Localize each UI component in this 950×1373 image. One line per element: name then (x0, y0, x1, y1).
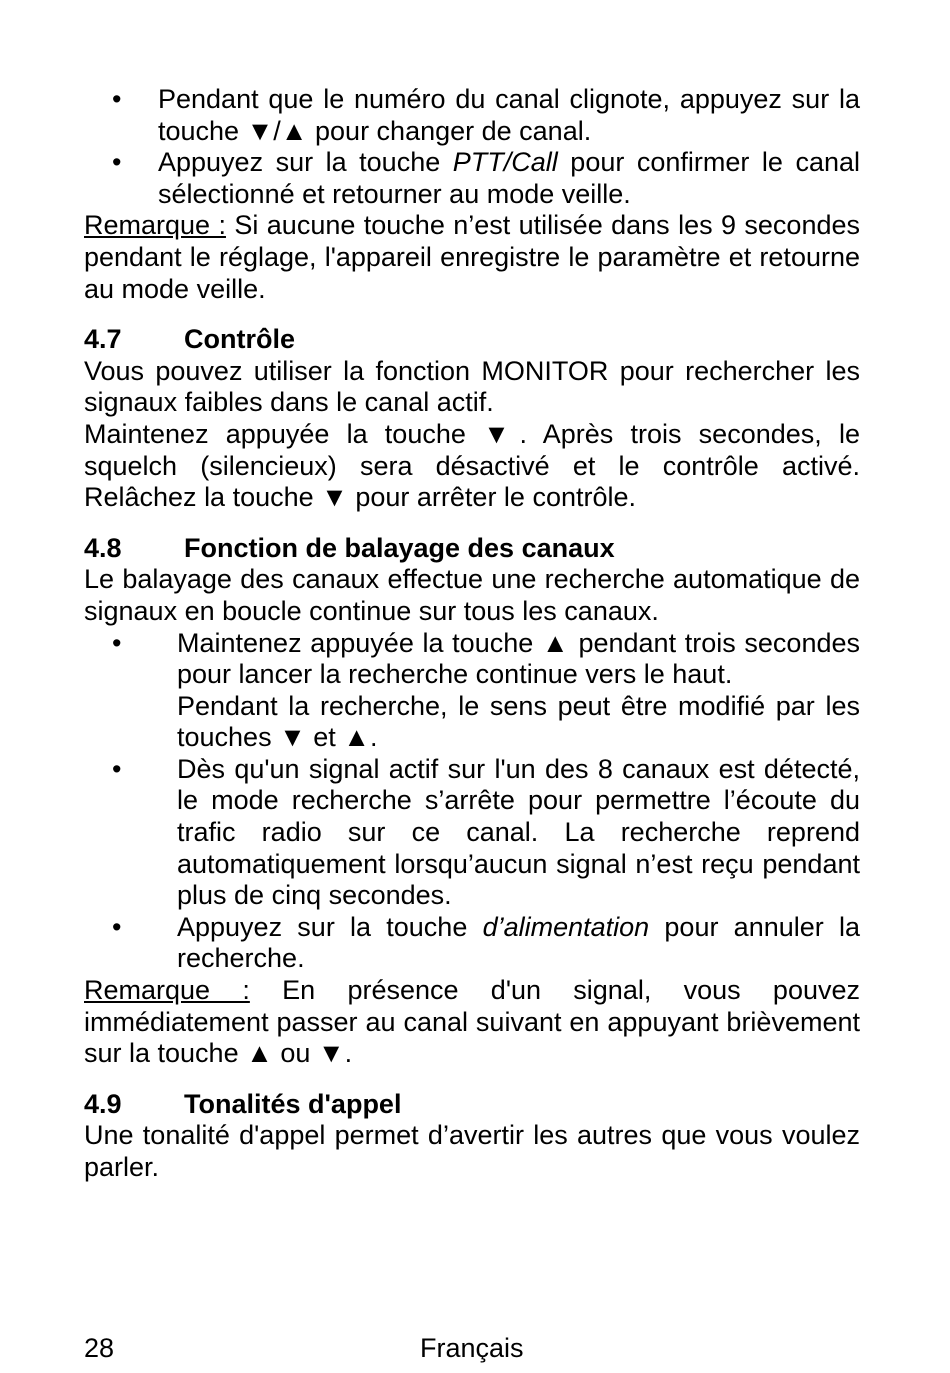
note-paragraph (84, 210, 860, 305)
bullet-dot: • (112, 147, 122, 178)
section-4-7 (84, 324, 860, 514)
bullet-dot: • (112, 84, 122, 114)
section-title: Tonalités d'appel (184, 1088, 402, 1119)
section-heading (84, 533, 860, 565)
paragraph: Vous pouvez utiliser la fonction MONITOR pour rechercher les signaux faibles dans le canal actif. (84, 355, 860, 418)
bullet-dot: • (112, 911, 122, 942)
page-number: 28 (84, 1333, 115, 1363)
note-label: Remarque : (84, 210, 226, 241)
footer-language: Français (420, 1333, 524, 1363)
section-heading (84, 1089, 860, 1121)
paragraph: Le balayage des canaux effectue une recherche automatique de signaux en boucle continue sur tous les canaux. (84, 564, 860, 626)
bullet-item (84, 754, 860, 912)
bullet-item (84, 147, 860, 210)
bullet-text: Appuyez sur la touche PTT/Call pour confirmer le canal sélectionné et retourner au mode veille. (158, 147, 860, 209)
paragraph: Maintenez appuyée la touche ▼. Après trois secondes, le squelch (silencieux) sera désactivé et le contrôle activé. Relâchez la touche ▼ pour arrêter le contrôle. (84, 418, 860, 513)
paragraph: Une tonalité d'appel permet d’avertir les autres que vous voulez parler. (84, 1120, 860, 1182)
bullet-item (84, 912, 860, 975)
section-heading (84, 324, 860, 356)
note-label: Remarque : (84, 975, 250, 1006)
section-number: 4.7 (84, 324, 122, 355)
section-title: Fonction de balayage des canaux (184, 532, 615, 563)
bullet-text: Pendant que le numéro du canal clignote, appuyez sur la touche ▼/▲ pour changer de canal. (158, 84, 860, 146)
bullet-text: Maintenez appuyée la touche ▲ pendant trois secondes pour lancer la recherche continue vers le haut. Pendant la recherche, le sens peut être modifié par les touches ▼ et ▲. (177, 627, 860, 753)
note-text: Si aucune touche n’est utilisée dans les 9 secondes pendant le réglage, l'appareil enregistre le paramètre et retourne au mode veille. (84, 210, 860, 304)
section-number: 4.8 (84, 532, 122, 563)
note-paragraph (84, 975, 860, 1070)
key-name-power: d’alimentation (482, 911, 650, 942)
bullet-text: Dès qu'un signal actif sur l'un des 8 canaux est détecté, le mode recherche s’arrête pour permettre l’écoute du trafic radio sur ce canal. La recherche reprend automatiquement lorsqu’aucun signal n’est reçu pendant plus de cinq secondes. (177, 753, 860, 911)
bullet-item (84, 84, 860, 147)
bullet-dot: • (112, 627, 122, 658)
section-number: 4.9 (84, 1088, 122, 1119)
note-text: En présence d'un signal, vous pouvez immédiatement passer au canal suivant en appuyant brièvement sur la touche ▲ ou ▼. (84, 975, 860, 1069)
bullet-text: Appuyez sur la touche d’alimentation pour annuler la recherche. (177, 911, 860, 974)
section-title: Contrôle (184, 324, 295, 355)
page-content (84, 84, 860, 1184)
key-name-ptt: PTT/Call (452, 147, 558, 178)
bullet-item (84, 628, 860, 754)
section-4-8 (84, 533, 860, 1070)
bullet-dot: • (112, 753, 122, 784)
section-4-9 (84, 1089, 860, 1184)
